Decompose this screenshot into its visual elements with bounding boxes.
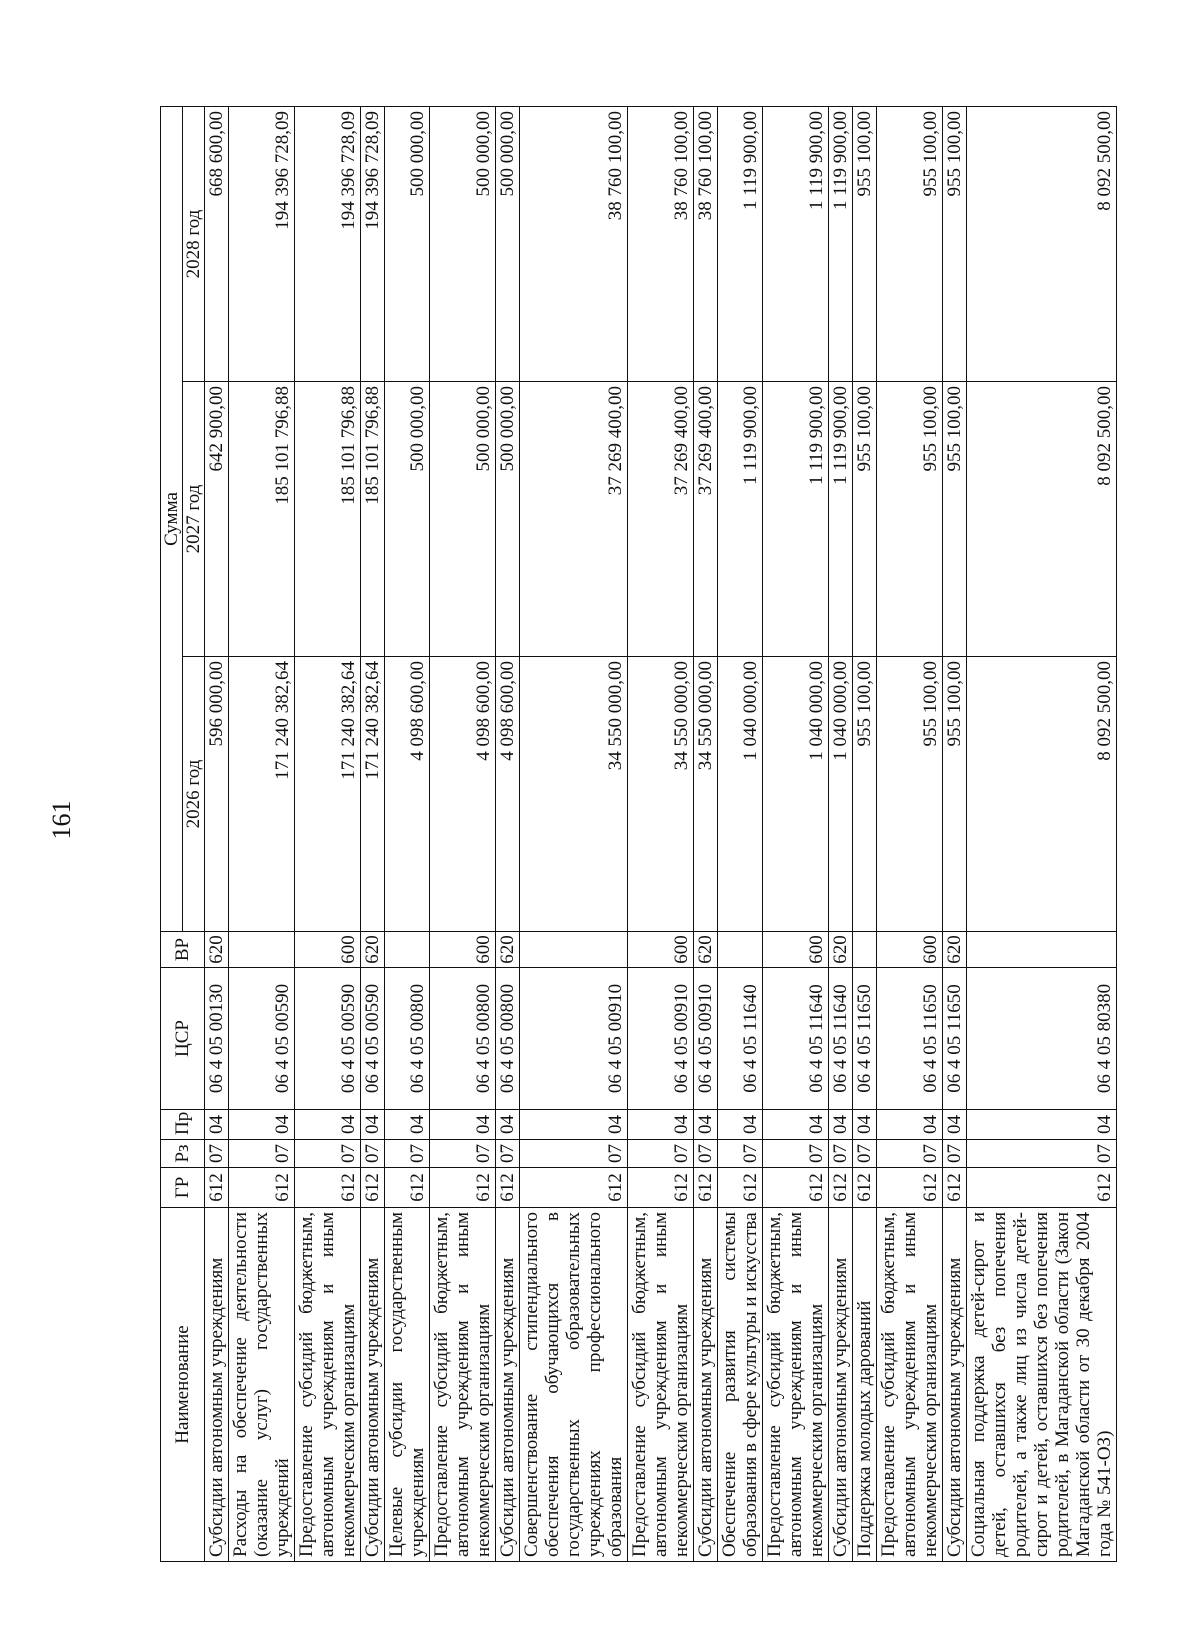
row-name: Социальная поддержка детей-сирот и детей, оставшихся без попечения родителей, а также лиц из числа детей-сирот и детей, оставшихся без попечения родителей, в Магаданской области (Закон Магаданской области от 30 декабря 2004 года № 541-ОЗ) bbox=[967, 1208, 1117, 1562]
header-pr: Пр bbox=[161, 1110, 205, 1140]
table-row bbox=[295, 106, 361, 1561]
header-name: Наименование bbox=[161, 1208, 205, 1562]
row-gr: 612 bbox=[205, 1168, 229, 1208]
row-vr bbox=[229, 932, 295, 968]
row-sum-2028: 500 000,00 bbox=[385, 106, 430, 381]
row-sum-2028: 668 600,00 bbox=[205, 106, 229, 381]
row-csr: 06 4 05 00590 bbox=[361, 968, 385, 1110]
table-body bbox=[205, 106, 1117, 1561]
row-csr: 06 4 05 11650 bbox=[853, 968, 877, 1110]
row-rz: 07 bbox=[496, 1140, 520, 1168]
row-sum-2028: 38 760 100,00 bbox=[628, 106, 694, 381]
row-pr: 04 bbox=[718, 1110, 763, 1140]
row-pr: 04 bbox=[877, 1110, 943, 1140]
header-rz: Рз bbox=[161, 1140, 205, 1168]
row-sum-2028: 194 396 728,09 bbox=[229, 106, 295, 381]
row-name: Субсидии автономным учреждениям bbox=[829, 1208, 853, 1562]
header-year-2027: 2027 год bbox=[183, 382, 205, 657]
row-sum-2027: 1 119 900,00 bbox=[718, 382, 763, 657]
row-gr: 612 bbox=[430, 1168, 496, 1208]
row-name: Поддержка молодых дарований bbox=[853, 1208, 877, 1562]
row-rz: 07 bbox=[229, 1140, 295, 1168]
row-pr: 04 bbox=[496, 1110, 520, 1140]
row-csr: 06 4 05 00590 bbox=[229, 968, 295, 1110]
row-sum-2028: 955 100,00 bbox=[877, 106, 943, 381]
row-vr: 600 bbox=[295, 932, 361, 968]
row-sum-2026: 34 550 000,00 bbox=[694, 657, 718, 932]
row-gr: 612 bbox=[718, 1168, 763, 1208]
row-name: Предоставление субсидий бюджетным, автономным учреждениям и иным некоммерческим организациям bbox=[877, 1208, 943, 1562]
row-sum-2026: 1 040 000,00 bbox=[763, 657, 829, 932]
row-name: Предоставление субсидий бюджетным, автономным учреждениям и иным некоммерческим организациям bbox=[763, 1208, 829, 1562]
row-pr: 04 bbox=[967, 1110, 1117, 1140]
row-pr: 04 bbox=[628, 1110, 694, 1140]
row-sum-2027: 955 100,00 bbox=[877, 382, 943, 657]
row-sum-2028: 1 119 900,00 bbox=[718, 106, 763, 381]
header-sum: Сумма bbox=[161, 106, 183, 931]
row-csr: 06 4 05 11650 bbox=[877, 968, 943, 1110]
table-row bbox=[361, 106, 385, 1561]
row-sum-2028: 1 119 900,00 bbox=[829, 106, 853, 381]
row-sum-2028: 500 000,00 bbox=[430, 106, 496, 381]
row-csr: 06 4 05 00130 bbox=[205, 968, 229, 1110]
row-sum-2026: 171 240 382,64 bbox=[361, 657, 385, 932]
row-vr: 620 bbox=[829, 932, 853, 968]
row-rz: 07 bbox=[718, 1140, 763, 1168]
table-row bbox=[718, 106, 763, 1561]
row-vr bbox=[385, 932, 430, 968]
row-rz: 07 bbox=[430, 1140, 496, 1168]
row-pr: 04 bbox=[385, 1110, 430, 1140]
row-rz: 07 bbox=[967, 1140, 1117, 1168]
row-name: Субсидии автономным учреждениям bbox=[694, 1208, 718, 1562]
row-gr: 612 bbox=[229, 1168, 295, 1208]
table-row bbox=[853, 106, 877, 1561]
row-name: Предоставление субсидий бюджетным, автономным учреждениям и иным некоммерческим организациям bbox=[295, 1208, 361, 1562]
row-pr: 04 bbox=[430, 1110, 496, 1140]
row-sum-2026: 4 098 600,00 bbox=[496, 657, 520, 932]
header-row-top bbox=[161, 106, 183, 1561]
row-sum-2027: 500 000,00 bbox=[430, 382, 496, 657]
table-row bbox=[385, 106, 430, 1561]
row-sum-2026: 596 000,00 bbox=[205, 657, 229, 932]
row-pr: 04 bbox=[829, 1110, 853, 1140]
row-sum-2028: 500 000,00 bbox=[496, 106, 520, 381]
row-rz: 07 bbox=[520, 1140, 628, 1168]
row-gr: 612 bbox=[763, 1168, 829, 1208]
row-csr: 06 4 05 00910 bbox=[628, 968, 694, 1110]
row-rz: 07 bbox=[385, 1140, 430, 1168]
row-rz: 07 bbox=[763, 1140, 829, 1168]
header-year-2028: 2028 год bbox=[183, 106, 205, 381]
row-gr: 612 bbox=[967, 1168, 1117, 1208]
row-sum-2027: 642 900,00 bbox=[205, 382, 229, 657]
row-pr: 04 bbox=[361, 1110, 385, 1140]
table-row bbox=[520, 106, 628, 1561]
row-vr: 620 bbox=[694, 932, 718, 968]
row-rz: 07 bbox=[361, 1140, 385, 1168]
row-name: Целевые субсидии государственным учреждениям bbox=[385, 1208, 430, 1562]
row-vr bbox=[520, 932, 628, 968]
row-csr: 06 4 05 00590 bbox=[295, 968, 361, 1110]
row-csr: 06 4 05 00800 bbox=[496, 968, 520, 1110]
row-gr: 612 bbox=[694, 1168, 718, 1208]
row-sum-2026: 955 100,00 bbox=[943, 657, 967, 932]
row-gr: 612 bbox=[496, 1168, 520, 1208]
row-rz: 07 bbox=[628, 1140, 694, 1168]
row-pr: 04 bbox=[295, 1110, 361, 1140]
row-sum-2027: 185 101 796,88 bbox=[295, 382, 361, 657]
row-csr: 06 4 05 00800 bbox=[385, 968, 430, 1110]
row-rz: 07 bbox=[829, 1140, 853, 1168]
row-name: Субсидии автономным учреждениям bbox=[361, 1208, 385, 1562]
row-sum-2026: 8 092 500,00 bbox=[967, 657, 1117, 932]
row-csr: 06 4 05 11640 bbox=[763, 968, 829, 1110]
table-row bbox=[943, 106, 967, 1561]
row-vr bbox=[853, 932, 877, 968]
table-row bbox=[694, 106, 718, 1561]
row-pr: 04 bbox=[520, 1110, 628, 1140]
row-sum-2027: 500 000,00 bbox=[496, 382, 520, 657]
row-pr: 04 bbox=[943, 1110, 967, 1140]
table-row bbox=[967, 106, 1117, 1561]
row-csr: 06 4 05 00910 bbox=[520, 968, 628, 1110]
header-csr: ЦСР bbox=[161, 968, 205, 1110]
row-sum-2028: 194 396 728,09 bbox=[361, 106, 385, 381]
row-gr: 612 bbox=[385, 1168, 430, 1208]
row-pr: 04 bbox=[694, 1110, 718, 1140]
row-rz: 07 bbox=[853, 1140, 877, 1168]
row-pr: 04 bbox=[205, 1110, 229, 1140]
table-row bbox=[205, 106, 229, 1561]
row-csr: 06 4 05 11640 bbox=[718, 968, 763, 1110]
row-csr: 06 4 05 11650 bbox=[943, 968, 967, 1110]
row-name: Субсидии автономным учреждениям bbox=[943, 1208, 967, 1562]
row-sum-2027: 1 119 900,00 bbox=[829, 382, 853, 657]
table-row bbox=[496, 106, 520, 1561]
row-name: Расходы на обеспечение деятельности (оказание услуг) государственных учреждений bbox=[229, 1208, 295, 1562]
row-name: Предоставление субсидий бюджетным, автономным учреждениям и иным некоммерческим организациям bbox=[430, 1208, 496, 1562]
table-row bbox=[229, 106, 295, 1561]
row-sum-2026: 1 040 000,00 bbox=[829, 657, 853, 932]
row-gr: 612 bbox=[520, 1168, 628, 1208]
table-row bbox=[628, 106, 694, 1561]
row-vr: 600 bbox=[763, 932, 829, 968]
header-year-2026: 2026 год bbox=[183, 657, 205, 932]
row-rz: 07 bbox=[877, 1140, 943, 1168]
row-vr: 620 bbox=[361, 932, 385, 968]
row-vr: 620 bbox=[943, 932, 967, 968]
row-sum-2027: 8 092 500,00 bbox=[967, 382, 1117, 657]
table-row bbox=[829, 106, 853, 1561]
row-sum-2027: 500 000,00 bbox=[385, 382, 430, 657]
row-pr: 04 bbox=[853, 1110, 877, 1140]
budget-table bbox=[160, 106, 1117, 1562]
row-sum-2027: 185 101 796,88 bbox=[361, 382, 385, 657]
row-sum-2028: 38 760 100,00 bbox=[520, 106, 628, 381]
row-rz: 07 bbox=[694, 1140, 718, 1168]
rotated-table-container bbox=[160, 107, 1115, 1562]
row-sum-2026: 1 040 000,00 bbox=[718, 657, 763, 932]
row-gr: 612 bbox=[877, 1168, 943, 1208]
row-csr: 06 4 05 00800 bbox=[430, 968, 496, 1110]
row-gr: 612 bbox=[628, 1168, 694, 1208]
row-vr: 600 bbox=[430, 932, 496, 968]
row-sum-2026: 4 098 600,00 bbox=[430, 657, 496, 932]
row-pr: 04 bbox=[763, 1110, 829, 1140]
row-vr: 620 bbox=[205, 932, 229, 968]
row-gr: 612 bbox=[361, 1168, 385, 1208]
row-sum-2026: 4 098 600,00 bbox=[385, 657, 430, 932]
row-pr: 04 bbox=[229, 1110, 295, 1140]
row-sum-2027: 37 269 400,00 bbox=[694, 382, 718, 657]
page-number: 161 bbox=[47, 800, 76, 840]
header-vr: ВР bbox=[161, 932, 205, 968]
row-sum-2028: 1 119 900,00 bbox=[763, 106, 829, 381]
row-sum-2026: 171 240 382,64 bbox=[295, 657, 361, 932]
row-csr: 06 4 05 00910 bbox=[694, 968, 718, 1110]
row-gr: 612 bbox=[853, 1168, 877, 1208]
row-csr: 06 4 05 11640 bbox=[829, 968, 853, 1110]
row-sum-2027: 1 119 900,00 bbox=[763, 382, 829, 657]
row-vr: 620 bbox=[496, 932, 520, 968]
table-row bbox=[430, 106, 496, 1561]
row-rz: 07 bbox=[943, 1140, 967, 1168]
row-sum-2027: 37 269 400,00 bbox=[520, 382, 628, 657]
table-row bbox=[763, 106, 829, 1561]
row-gr: 612 bbox=[829, 1168, 853, 1208]
row-sum-2027: 185 101 796,88 bbox=[229, 382, 295, 657]
row-name: Совершенствование стипендиального обеспечения обучающихся в государственных образовательных учреждениях профессионального образования bbox=[520, 1208, 628, 1562]
row-name: Субсидии автономным учреждениям bbox=[205, 1208, 229, 1562]
header-gr: ГР bbox=[161, 1168, 205, 1208]
row-gr: 612 bbox=[295, 1168, 361, 1208]
row-sum-2026: 955 100,00 bbox=[853, 657, 877, 932]
row-gr: 612 bbox=[943, 1168, 967, 1208]
row-sum-2026: 955 100,00 bbox=[877, 657, 943, 932]
row-sum-2027: 955 100,00 bbox=[853, 382, 877, 657]
table-row bbox=[877, 106, 943, 1561]
row-name: Субсидии автономным учреждениям bbox=[496, 1208, 520, 1562]
row-sum-2026: 34 550 000,00 bbox=[520, 657, 628, 932]
row-csr: 06 4 05 80380 bbox=[967, 968, 1117, 1110]
row-vr: 600 bbox=[628, 932, 694, 968]
row-rz: 07 bbox=[205, 1140, 229, 1168]
row-rz: 07 bbox=[295, 1140, 361, 1168]
row-vr bbox=[967, 932, 1117, 968]
row-sum-2026: 171 240 382,64 bbox=[229, 657, 295, 932]
row-sum-2028: 38 760 100,00 bbox=[694, 106, 718, 381]
row-sum-2028: 955 100,00 bbox=[853, 106, 877, 381]
row-sum-2028: 194 396 728,09 bbox=[295, 106, 361, 381]
row-name: Предоставление субсидий бюджетным, автономным учреждениям и иным некоммерческим организациям bbox=[628, 1208, 694, 1562]
row-vr bbox=[718, 932, 763, 968]
row-sum-2028: 955 100,00 bbox=[943, 106, 967, 381]
row-name: Обеспечение развития системы образования в сфере культуры и искусства bbox=[718, 1208, 763, 1562]
row-sum-2028: 8 092 500,00 bbox=[967, 106, 1117, 381]
row-sum-2027: 955 100,00 bbox=[943, 382, 967, 657]
row-vr: 600 bbox=[877, 932, 943, 968]
row-sum-2027: 37 269 400,00 bbox=[628, 382, 694, 657]
row-sum-2026: 34 550 000,00 bbox=[628, 657, 694, 932]
